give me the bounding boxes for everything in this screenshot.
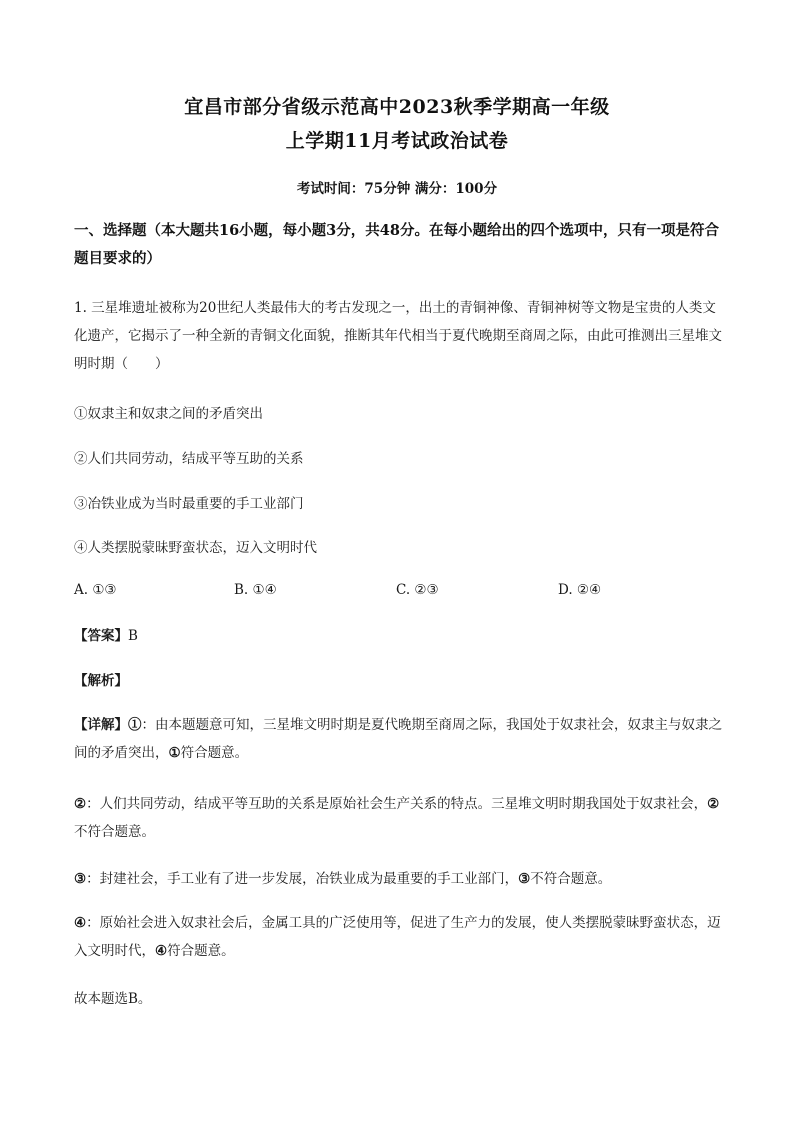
option-a: A. ①③ [74, 582, 117, 598]
statement-4: ④人类摆脱蒙昧野蛮状态，迈入文明时代 [74, 540, 317, 556]
option-c: C. ②③ [396, 582, 439, 598]
detail-3 [74, 865, 724, 893]
statement-3: ③冶铁业成为当时最重要的手工业部门 [74, 496, 304, 512]
answer-value: B [128, 628, 138, 644]
detail-4-text: ：原始社会进入奴隶社会后，金属工具的广泛使用等，促进了生产力的发展，使人类摆脱蒙昧野蛮状态，迈入文明时代， [74, 915, 721, 959]
answer-label: 【答案】 [74, 628, 128, 644]
detail-4-num: ④ [74, 915, 87, 931]
section-heading: 一、选择题（本大题共16小题，每小题3分，共48分。在每小题给出的四个选项中，只有一项是符合题目要求的） [74, 222, 719, 267]
detail-2-mark: ② [707, 796, 720, 812]
exam-title-line2: 上学期11月考试政治试卷 [285, 130, 509, 152]
detail-2 [74, 790, 724, 846]
detail-label: 【详解】 [74, 717, 128, 733]
detail-4 [74, 909, 724, 965]
analysis-label: 【解析】 [74, 673, 128, 689]
option-d: D. ②④ [558, 582, 602, 598]
detail-3-end: 不符合题意。 [530, 871, 612, 887]
exam-title-line1: 宜昌市部分省级示范高中2023秋季学期高一年级 [184, 96, 610, 118]
detail-2-num: ② [74, 796, 87, 812]
detail-2-text: ：人们共同劳动，结成平等互助的关系是原始社会生产关系的特点。三星堆文明时期我国处于奴隶社会， [86, 796, 708, 812]
detail-4-mark: ④ [155, 943, 168, 959]
detail-3-num: ③ [74, 871, 87, 887]
detail-3-text: ：封建社会，手工业有了进一步发展，冶铁业成为最重要的手工业部门， [86, 871, 519, 887]
detail-1-text: ：由本题题意可知，三星堆文明时期是夏代晚期至商周之际，我国处于奴隶社会，奴隶主与奴隶之间的矛盾突出， [74, 717, 722, 761]
answer-options [74, 582, 724, 606]
answer-line [74, 622, 724, 650]
exam-info: 考试时间：75分钟 满分：100分 [296, 181, 498, 197]
conclusion: 故本题选B。 [74, 991, 152, 1007]
option-b: B. ①④ [234, 582, 277, 598]
detail-2-end: 不符合题意。 [74, 824, 155, 840]
detail-1-mark: ① [168, 745, 181, 761]
statement-1: ①奴隶主和奴隶之间的矛盾突出 [74, 406, 263, 422]
detail-1-num: ① [128, 717, 142, 733]
detail-3-mark: ③ [518, 871, 531, 887]
detail-1 [74, 711, 724, 767]
question-stem: 1. 三星堆遗址被称为20世纪人类最伟大的考古发现之一，出土的青铜神像、青铜神树等文物是宝贵的人类文化遗产，它揭示了一种全新的青铜文化面貌，推断其年代相当于夏代晚期至商周之际，由此可推测出三星堆文明时期（ ） [74, 300, 722, 372]
statement-2: ②人们共同劳动，结成平等互助的关系 [74, 451, 304, 467]
detail-4-end: 符合题意。 [167, 943, 235, 959]
detail-1-end: 符合题意。 [180, 745, 249, 761]
